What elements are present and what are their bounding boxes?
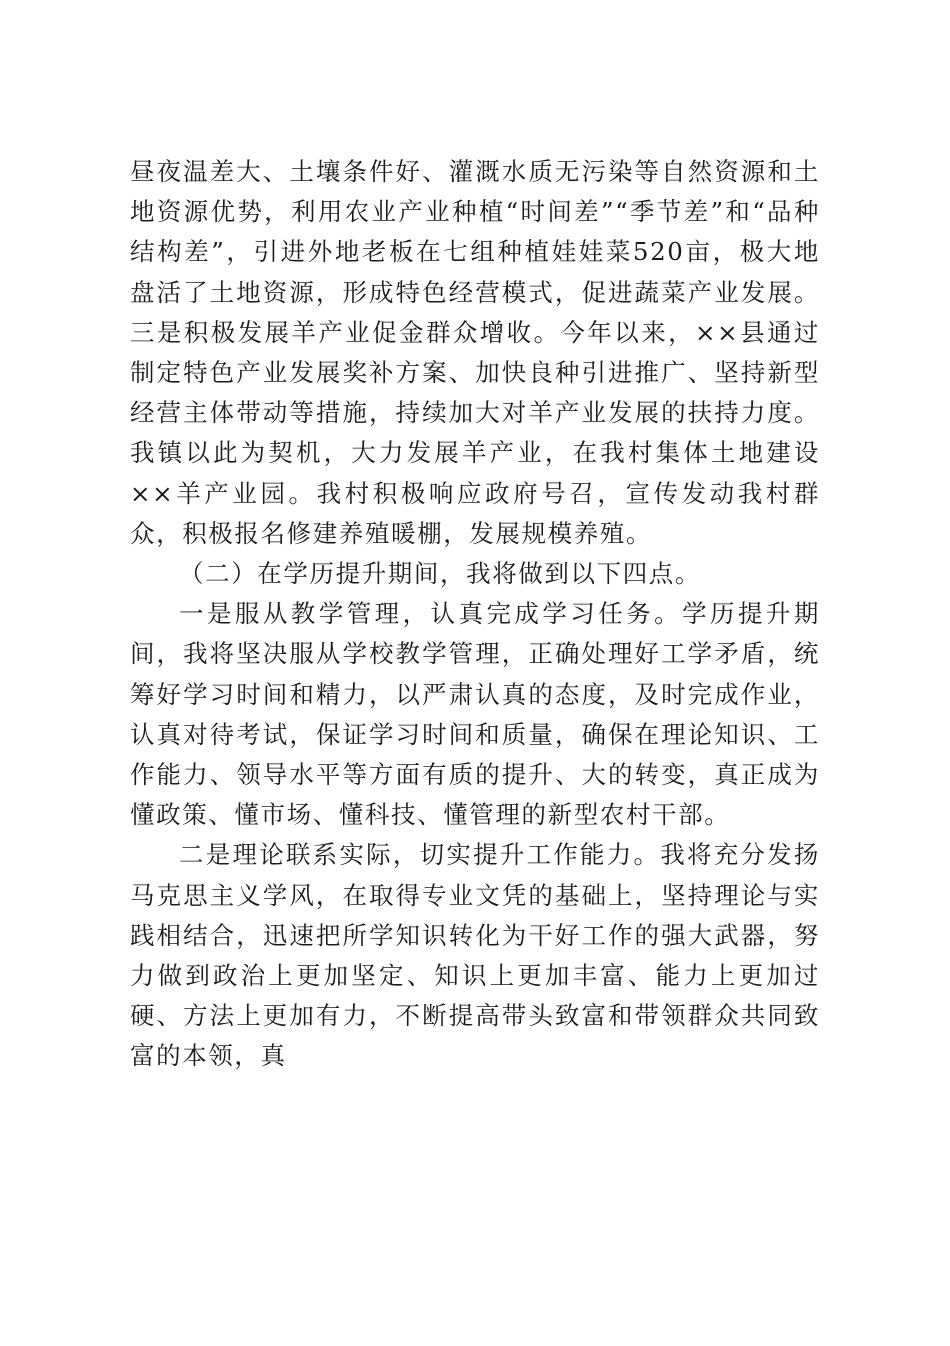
paragraph-point-one: 一是服从教学管理，认真完成学习任务。学历提升期间，我将坚决服从学校教学管理，正确处理好工学矛盾，统筹好学习时间和精力，以严肃认真的态度，及时完成作业，认真对待考试，保证学习时间和质量，确保在理论知识、工作能力、领导水平等方面有质的提升、大的转变，真正成为懂政策、懂市场、懂科技、懂管理的新型农村干部。 — [130, 599, 820, 830]
paragraph-continuation: 昼夜温差大、土壤条件好、灌溉水质无污染等自然资源和土地资源优势，利用农业产业种植“时间差”“季节差”和“品种结构差”，引进外地老板在七组种植娃娃菜520亩，极大地盘活了土地资源，形成特色经营模式，促进蔬菜产业发展。三是积极发展羊产业促金群众增收。今年以来，××县通过制定特色产业发展奖补方案、加快良种引进推广、坚持新型经营主体带动等措施，持续加大对羊产业发展的扶持力度。我镇以此为契机，大力发展羊产业，在我村集体土地建设××羊产业园。我村积极响应政府号召，宣传发动我村群众，积极报名修建养殖暖棚，发展规模养殖。 — [130, 157, 820, 548]
section-subheading: （二）在学历提升期间，我将做到以下四点。 — [179, 559, 701, 589]
document-body — [130, 152, 820, 1077]
paragraph-point-two: 二是理论联系实际，切实提升工作能力。我将充分发扬马克思主义学风，在取得专业文凭的基础上，坚持理论与实践相结合，迅速把所学知识转化为干好工作的强大武器，努力做到政治上更加坚定、知识上更加丰富、能力上更加过硬、方法上更加有力，不断提高带头致富和带领群众共同致富的本领，真 — [130, 840, 820, 1071]
